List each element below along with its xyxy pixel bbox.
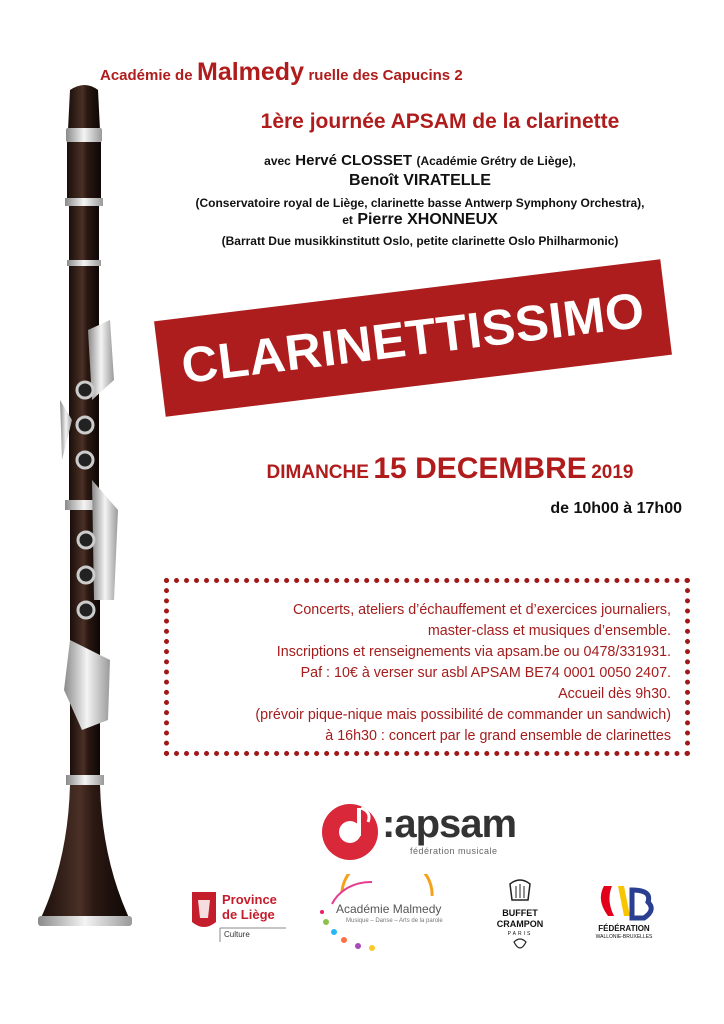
guest-avec: avec <box>264 154 291 168</box>
federation-line-2: WALLONIE-BRUXELLES <box>595 934 653 940</box>
academie-logo-subtitle: Musique – Danse – Arts de la parole <box>346 918 443 924</box>
info-line: Concerts, ateliers d’échauffement et d’exercices journaliers, <box>293 602 671 618</box>
academie-address: ruelle des Capucins 2 <box>308 67 463 84</box>
buffet-line-3: PARIS <box>507 931 533 937</box>
guest-name-closset: Hervé CLOSSET <box>295 152 413 169</box>
guest-line-1 <box>150 152 690 170</box>
province-name: Province de Liège <box>222 892 277 922</box>
academie-name: Malmedy <box>197 58 304 86</box>
guest-name-viratelle: Benoît VIRATELLE <box>349 172 491 189</box>
guest-line-3 <box>150 194 690 212</box>
event-hours: de 10h00 à 17h00 <box>550 500 682 517</box>
info-line: à 16h30 : concert par le grand ensemble de clarinettes <box>325 728 671 744</box>
federation-line-1: FÉDÉRATION <box>598 924 650 933</box>
academie-logo-name: Académie Malmedy <box>336 902 442 916</box>
header-academie <box>100 58 620 87</box>
guest-affil-xhonneux: (Barratt Due musikkinstitutt Oslo, petite clarinette Oslo Philharmonic) <box>221 234 619 248</box>
guest-name-xhonneux: Pierre XHONNEUX <box>357 211 498 228</box>
guest-affil-closset: (Académie Grétry de Liège), <box>416 154 576 168</box>
apsam-subtitle: fédération musicale <box>410 846 498 856</box>
guest-line-4 <box>150 211 690 229</box>
buffet-line-2: CRAMPON <box>496 919 544 929</box>
guest-et: et <box>342 213 353 227</box>
province-subtitle: Culture <box>224 930 250 939</box>
info-line: master-class et musiques d’ensemble. <box>427 623 671 639</box>
academie-prefix: Académie de <box>100 67 193 84</box>
buffet-line-1: BUFFET <box>502 908 538 918</box>
info-line: Paf : 10€ à verser sur asbl APSAM BE74 0001 0050 2407. <box>300 665 671 681</box>
guest-line-5 <box>150 232 690 250</box>
apsam-name: :apsam <box>382 802 517 846</box>
clarinet-image <box>30 80 140 940</box>
date-year: 2019 <box>591 462 634 483</box>
info-line: (prévoir pique-nique mais possibilité de commander un sandwich) <box>255 707 671 723</box>
clarinettissimo-banner: CLARINETTISSIMO <box>154 259 672 416</box>
info-box <box>164 578 690 756</box>
info-line: Accueil dès 9h30. <box>558 686 671 702</box>
date-day-month: 15 DECEMBRE <box>373 452 587 485</box>
guest-affil-viratelle: (Conservatoire royal de Liège, clarinette basse Antwerp Symphony Orchestra), <box>195 196 645 210</box>
guest-line-2 <box>150 172 690 190</box>
info-line: Inscriptions et renseignements via apsam.be ou 0478/331931. <box>276 644 671 660</box>
federation-wallonie-bruxelles-logo <box>590 880 660 954</box>
event-title: 1ère journée APSAM de la clarinette <box>260 110 620 133</box>
event-date <box>210 452 690 486</box>
date-weekday: DIMANCHE <box>266 462 369 483</box>
